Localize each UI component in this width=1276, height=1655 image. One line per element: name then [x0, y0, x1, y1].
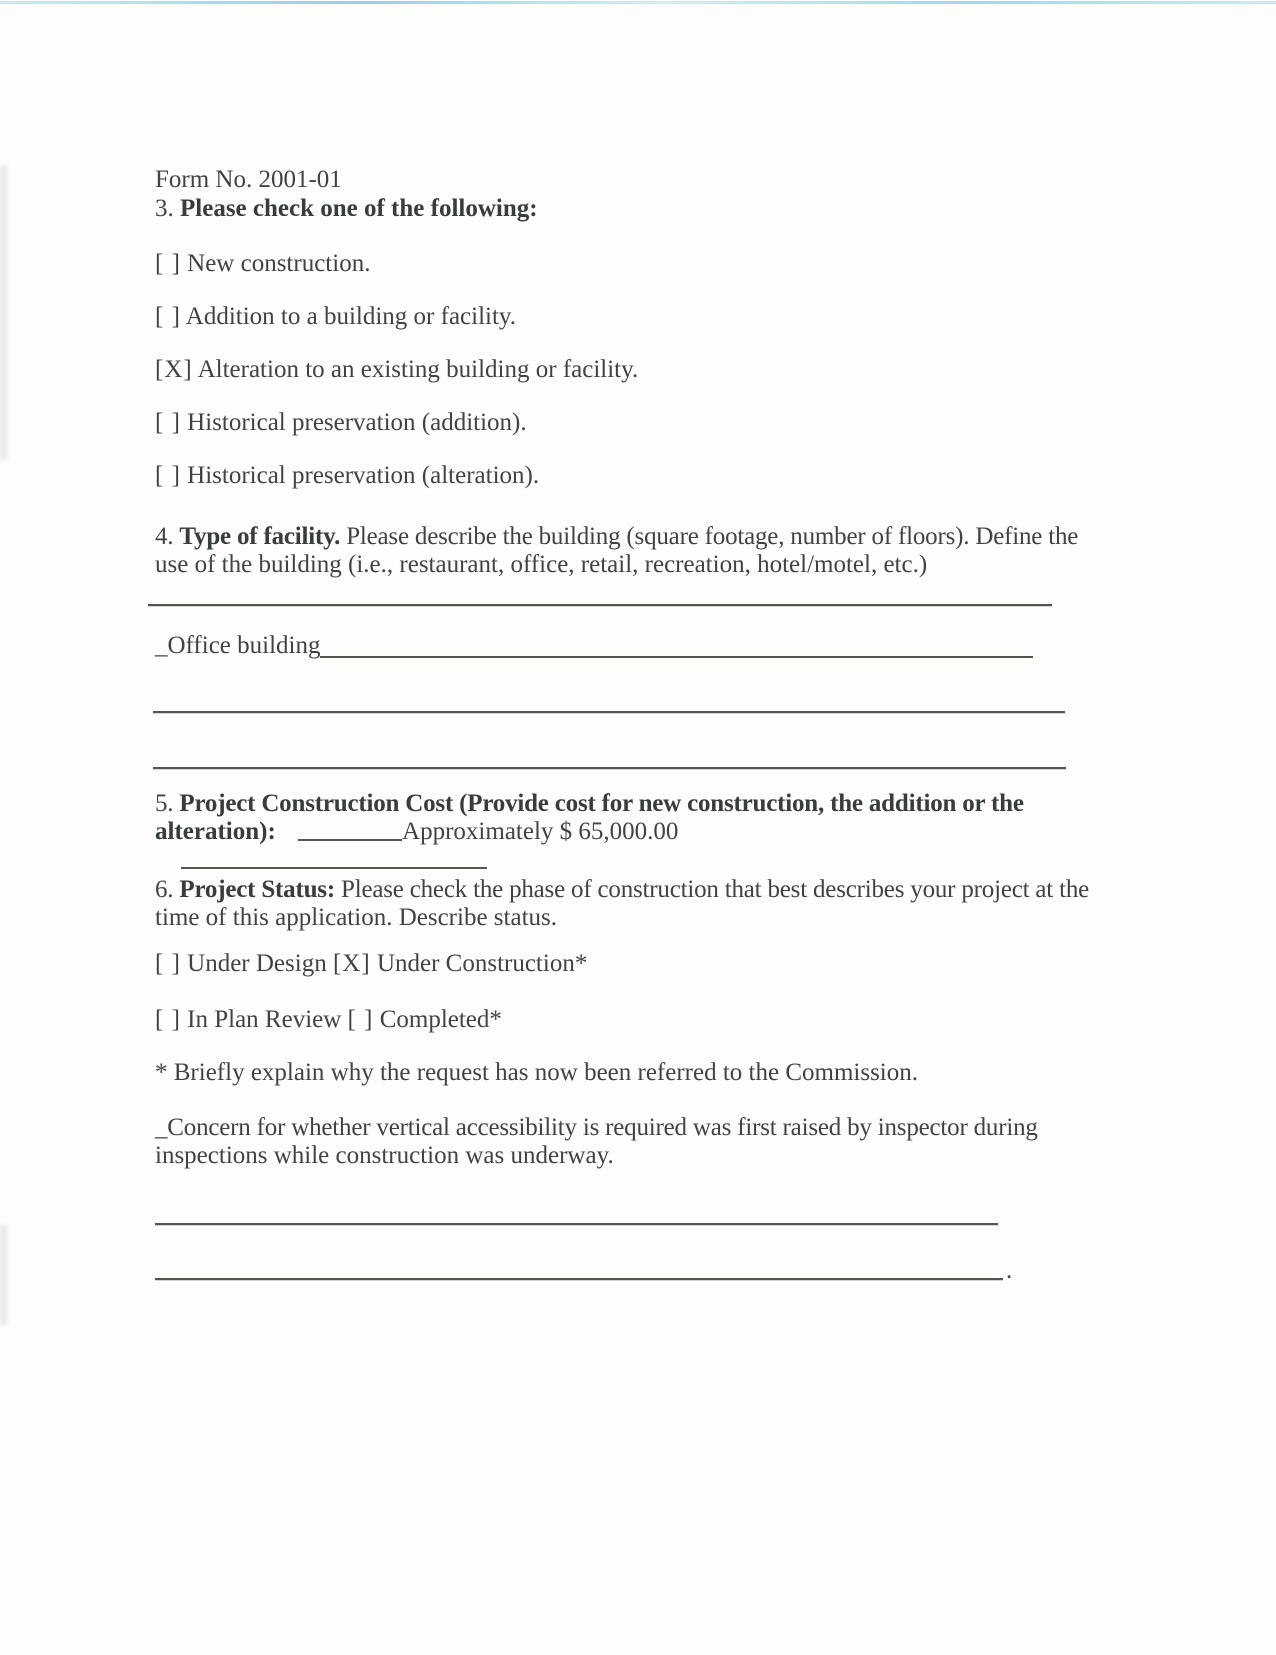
status-row-2 — [155, 1006, 502, 1034]
option-label-historical-addition: Historical preservation (addition). — [187, 409, 527, 436]
option-label-new-construction: New construction. — [187, 250, 371, 277]
scan-smudge-left-upper — [0, 165, 7, 460]
section5-heading-text: Project Construction Cost (Provide cost for new construction, the addition or the — [179, 790, 1024, 817]
scanner-edge-artifact-top — [0, 1, 1276, 4]
checkbox-historical-alteration[interactable]: [ ] — [155, 462, 181, 489]
section4-paragraph — [155, 523, 1079, 579]
checkbox-new-construction[interactable]: [ ] — [155, 250, 181, 277]
section4-heading-line — [155, 523, 1079, 551]
section3-number: 3. — [155, 195, 174, 222]
section3-heading-text: Please check one of the following: — [180, 195, 538, 222]
section4-number: 4. — [155, 523, 174, 550]
form-number-label: Form No. 2001-01 — [155, 166, 342, 193]
answer-blank-line-2[interactable] — [153, 711, 1065, 713]
section6-body-line2: time of this application. Describe status. — [155, 904, 557, 931]
cost-blank-2[interactable] — [181, 863, 487, 869]
option-label-addition: Addition to a building or facility. — [185, 303, 517, 330]
footnote-text: * Briefly explain why the request has now been referred to the Commission. — [155, 1059, 919, 1086]
cost-blank-1[interactable] — [298, 835, 402, 841]
answer-blank-line-5[interactable] — [155, 1278, 1003, 1280]
option-addition — [155, 303, 516, 331]
option-label-historical-alteration: Historical preservation (alteration). — [187, 462, 540, 489]
section6-number: 6. — [155, 876, 174, 903]
scan-smudge-left-lower — [0, 1225, 7, 1325]
status-label-completed: Completed* — [379, 1006, 502, 1033]
section4-body-line1: Please describe the building (square footage, number of floors). Define the — [346, 523, 1079, 550]
section4-body-line2: use of the building (i.e., restaurant, office, retail, recreation, hotel/motel, etc.) — [155, 551, 928, 578]
option-historical-alteration — [155, 462, 539, 490]
status-row-1 — [155, 950, 587, 978]
answer-blank-line-4[interactable] — [155, 1223, 998, 1225]
status-label-under-construction: Under Construction* — [376, 950, 588, 977]
section6-paragraph — [155, 876, 1090, 932]
option-historical-addition — [155, 409, 527, 437]
section6-heading-line — [155, 876, 1090, 904]
checkbox-addition[interactable]: [ ] — [155, 303, 181, 330]
facility-answer-row[interactable] — [155, 632, 1033, 660]
section5-heading-line1 — [155, 790, 1024, 818]
answer-blank-line-1[interactable] — [148, 604, 1052, 606]
explanation-line2: inspections while construction was underway. — [155, 1142, 614, 1169]
section5-number: 5. — [155, 790, 174, 817]
cost-answer: Approximately $ 65,000.00 — [402, 818, 679, 845]
explanation-line1: _Concern for whether vertical accessibility is required was first raised by inspector during — [155, 1114, 1038, 1141]
checkbox-historical-addition[interactable]: [ ] — [155, 409, 181, 436]
option-label-alteration: Alteration to an existing building or facility. — [197, 356, 639, 383]
option-new-construction — [155, 250, 370, 278]
section5-answer-line — [155, 818, 1013, 874]
checkbox-alteration-checked[interactable]: [X] — [155, 356, 193, 383]
explanation-paragraph — [155, 1114, 1038, 1170]
status-label-in-plan-review: In Plan Review — [187, 1006, 342, 1033]
section5-paragraph — [155, 790, 1024, 874]
checkbox-completed[interactable]: [ ] — [347, 1006, 374, 1033]
section5-heading-line2: alteration): — [155, 818, 276, 845]
facility-answer-underline[interactable] — [320, 656, 1033, 658]
answer-blank-line-3[interactable] — [153, 767, 1066, 769]
checkbox-under-design[interactable]: [ ] — [155, 950, 181, 977]
option-alteration — [155, 356, 638, 384]
section4-heading-text: Type of facility. — [179, 523, 341, 550]
section6-body-line1: Please check the phase of construction that best describes your project at the — [341, 876, 1090, 903]
section3-heading — [155, 195, 538, 223]
trailing-period: . — [1006, 1257, 1013, 1284]
status-label-under-design: Under Design — [187, 950, 327, 977]
checkbox-under-construction-checked[interactable]: [X] — [332, 950, 371, 977]
section6-heading-text: Project Status: — [179, 876, 335, 903]
checkbox-in-plan-review[interactable]: [ ] — [155, 1006, 181, 1033]
facility-answer-text: _Office building — [155, 632, 321, 659]
